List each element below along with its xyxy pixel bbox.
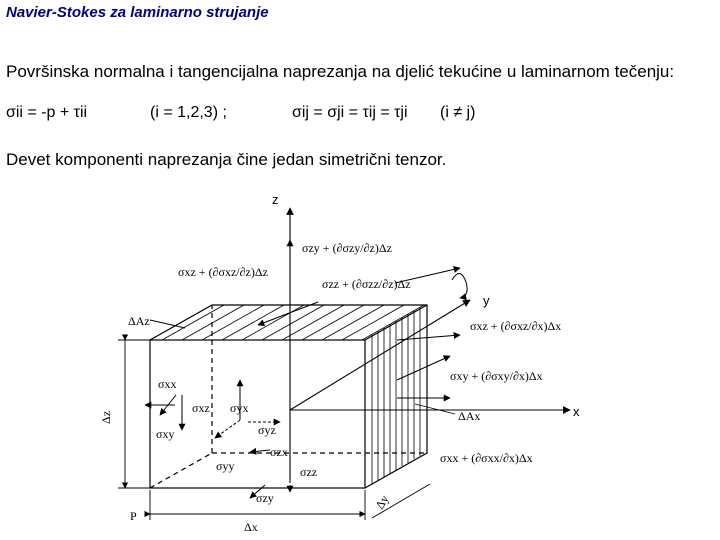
dx-label: Δx — [244, 520, 258, 534]
right-xx-label: σxx + (∂σxx/∂x)Δx — [440, 451, 533, 465]
fluid-element-diagram — [0, 180, 720, 540]
rotation-arrow-icon — [452, 273, 467, 298]
top-zz-label: σzz + (∂σzz/∂z)Δz — [322, 277, 411, 291]
stress-description: Površinska normalna i tangencijalna naprezanja na djelić tekućine u laminarnom tečenju: — [6, 62, 675, 81]
page-title: Navier-Stokes za laminarno strujanje — [6, 4, 269, 21]
dAx-label: ΔAx — [458, 409, 481, 423]
dz-label: Δz — [99, 410, 113, 424]
shear-symmetry-equation: σij = σji = τij = τji — [292, 104, 408, 121]
top-xz-label: σxz + (∂σxz/∂z)Δz — [178, 265, 268, 279]
face-yy-label: σyy — [216, 459, 235, 473]
dimension-lines — [118, 320, 455, 520]
face-xz-label: σxz — [192, 401, 210, 415]
face-zx-label: σzx — [270, 445, 288, 459]
axis-x-label: x — [573, 404, 580, 419]
normal-stress-equation: σii = -p + τii — [6, 104, 88, 121]
point-p-label: P — [130, 509, 137, 523]
face-yx-label: σyx — [230, 401, 249, 415]
top-face-hatching — [162, 305, 424, 340]
face-zy-label: σzy — [256, 491, 274, 505]
right-xy-label: σxy + (∂σxy/∂x)Δx — [450, 369, 543, 383]
tensor-statement: Devet komponenti naprezanja čine jedan simetrični tenzor. — [6, 150, 447, 169]
face-zz-label: σzz — [300, 465, 318, 479]
index-condition: (i ≠ j) — [440, 104, 476, 121]
axis-z-label: z — [272, 192, 279, 207]
axis-y-label: y — [483, 293, 490, 308]
fluid-element-cube — [150, 305, 427, 488]
face-yz-label: σyz — [258, 423, 276, 437]
index-range: (i = 1,2,3) ; — [150, 104, 227, 121]
top-zy-label: σzy + (∂σzy/∂z)Δz — [302, 241, 392, 255]
face-xx-label: σxx — [158, 377, 177, 391]
right-xz-label: σxz + (∂σxz/∂x)Δx — [470, 319, 562, 333]
dy-label: Δy — [372, 492, 392, 512]
face-xy-label: σxy — [156, 427, 175, 441]
dAz-label: ΔAz — [128, 314, 150, 328]
right-face-hatching — [372, 307, 420, 484]
